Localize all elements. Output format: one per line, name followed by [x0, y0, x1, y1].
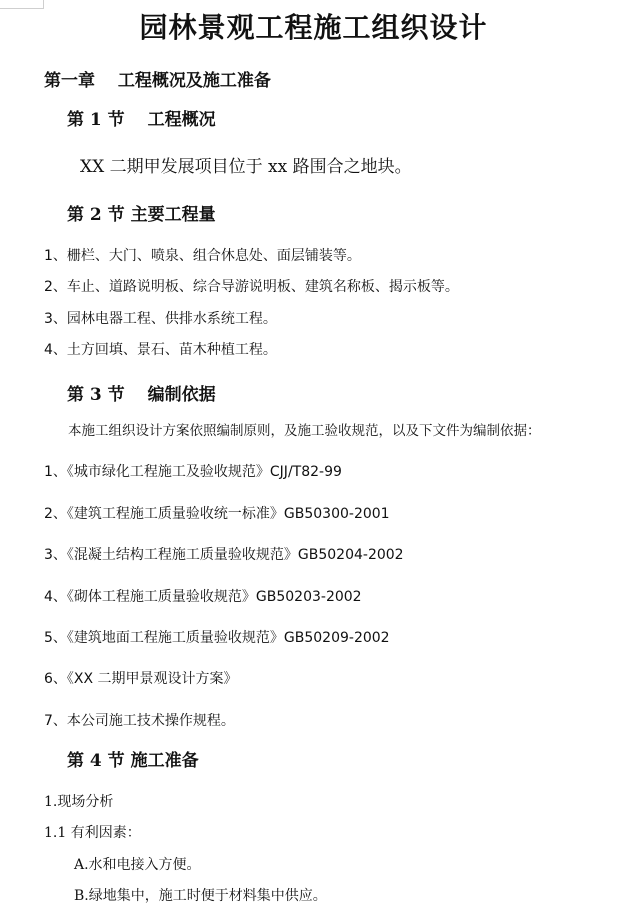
basis-item: 1、《城市绿化工程施工及验收规范》CJJ/T82-99: [44, 464, 342, 480]
section-1-heading: 第 1 节 工程概况: [67, 110, 216, 130]
favorable-factor-b: B.绿地集中，施工时便于材料集中供应。: [74, 888, 327, 904]
section-1-text: XX 二期甲发展项目位于 xx 路围合之地块。: [80, 157, 412, 177]
favorable-factor-a: A.水和电接入方便。: [74, 857, 201, 873]
section-2-heading: 第 2 节 主要工程量: [67, 205, 216, 225]
basis-item: 3、《混凝土结构工程施工质量验收规范》GB50204-2002: [44, 547, 404, 563]
quantity-item: 3、园林电器工程、供排水系统工程。: [44, 311, 277, 327]
basis-item: 2、《建筑工程施工质量验收统一标准》GB50300-2001: [44, 506, 390, 522]
quantity-item: 4、土方回填、景石、苗木种植工程。: [44, 342, 277, 358]
basis-item: 7、本公司施工技术操作规程。: [44, 713, 235, 729]
quantity-item: 2、车止、道路说明板、综合导游说明板、建筑名称板、揭示板等。: [44, 279, 459, 295]
basis-item: 5、《建筑地面工程施工质量验收规范》GB50209-2002: [44, 630, 390, 646]
quantity-item: 1、栅栏、大门、喷泉、组合休息处、面层铺装等。: [44, 248, 361, 264]
section-3-heading: 第 3 节 编制依据: [67, 385, 216, 405]
section-4-heading: 第 4 节 施工准备: [67, 751, 199, 771]
basis-item: 4、《砌体工程施工质量验收规范》GB50203-2002: [44, 589, 362, 605]
document-title: 园林景观工程施工组织设计: [139, 11, 488, 44]
section-3-intro: 本施工组织设计方案依照编制原则，及施工验收规范，以及下文件为编制依据：: [68, 423, 541, 439]
site-analysis-heading: 1.现场分析: [44, 794, 114, 810]
favorable-factors-heading: 1.1 有利因素：: [44, 825, 141, 841]
chapter-heading: 第一章 工程概况及施工准备: [44, 71, 271, 91]
basis-item: 6、《XX 二期甲景观设计方案》: [44, 671, 238, 687]
